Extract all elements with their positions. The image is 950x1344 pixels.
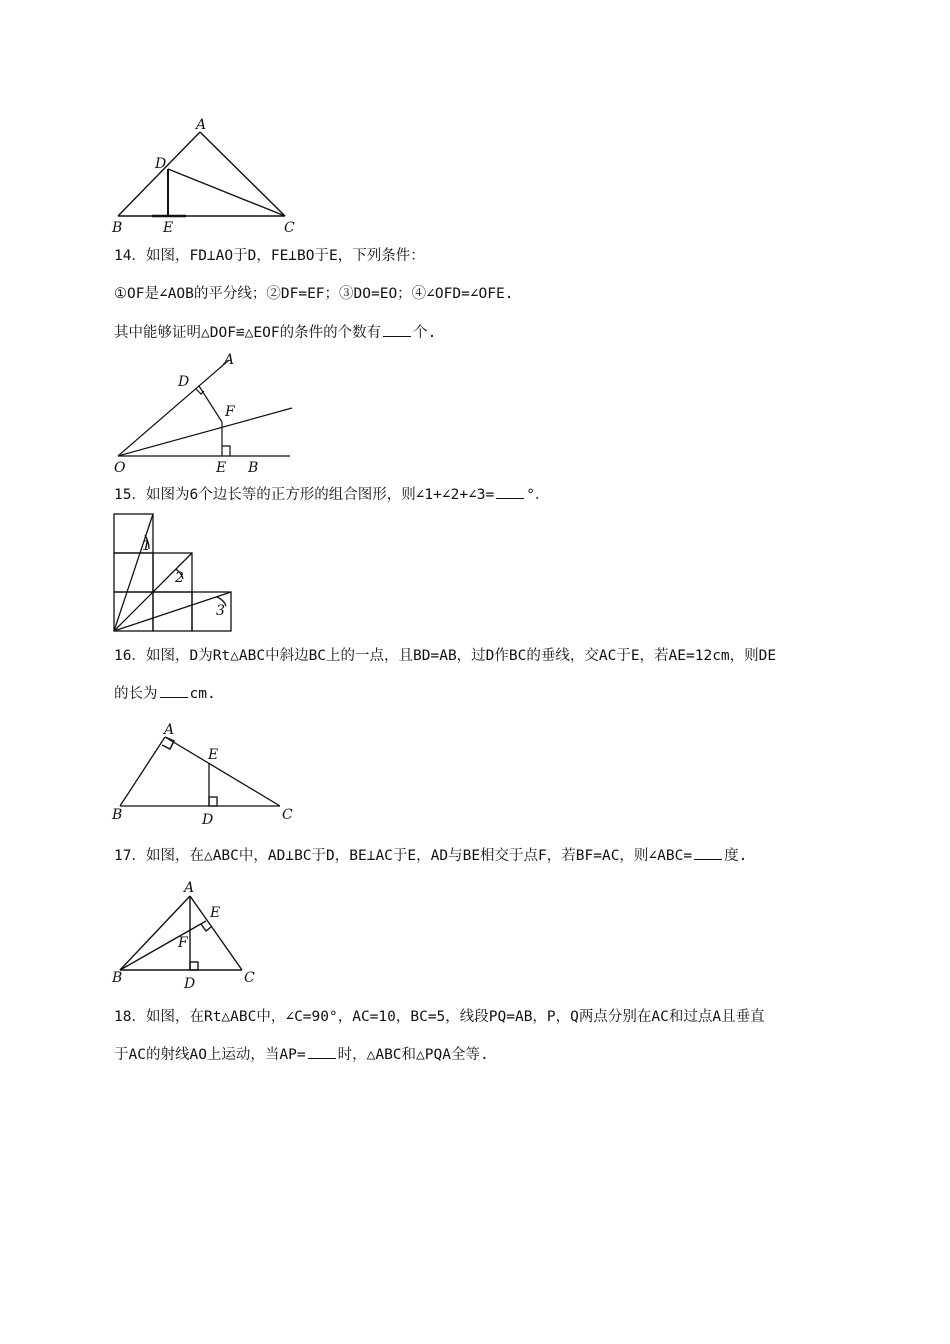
label-B: B	[112, 220, 123, 236]
label-angle-1: 1	[142, 538, 151, 554]
label-D: D	[184, 976, 196, 991]
label-B: B	[112, 807, 123, 823]
q17-line1	[114, 845, 747, 866]
q14-line1: 14．如图，FD⊥AO于D，FE⊥BO于E，下列条件：	[114, 248, 425, 264]
label-C: C	[284, 220, 295, 236]
label-E: E	[208, 747, 219, 763]
label-E: E	[163, 220, 174, 236]
q18-line2-text: 于AC的射线AO上运动，当AP=	[114, 1047, 306, 1063]
label-F: F	[178, 935, 188, 951]
q17-line1-suffix: 度.	[724, 848, 748, 864]
q15-line1-text: 15．如图为6个边长等的正方形的组合图形，则∠1+∠2+∠3=	[114, 487, 495, 503]
figure-triangle-abc-de	[110, 112, 310, 237]
figure-six-squares	[112, 512, 236, 636]
answer-blank	[694, 845, 722, 860]
label-A: A	[184, 880, 195, 896]
label-E: E	[216, 460, 227, 476]
q14-line3-text: 其中能够证明△DOF≌△EOF的条件的个数有	[114, 325, 382, 341]
label-E: E	[210, 905, 221, 921]
label-angle-2: 2	[175, 570, 184, 586]
q16-line1: 16．如图，D为Rt△ABC中斜边BC上的一点，且BD=AB，过D作BC的垂线，交AC于E，若AE=12cm，则DE	[114, 648, 777, 664]
figure-angle-bisector	[112, 348, 297, 478]
label-D: D	[178, 374, 190, 390]
label-B: B	[248, 460, 259, 476]
figure-right-triangle-de	[110, 718, 300, 828]
q15-line1	[114, 484, 550, 505]
label-C: C	[244, 970, 255, 986]
label-D: D	[155, 156, 167, 172]
answer-blank	[308, 1044, 336, 1059]
q16-line2-text: 的长为	[114, 686, 158, 702]
q18-line1: 18．如图，在Rt△ABC中，∠C=90°，AC=10，BC=5，线段PQ=AB，P，Q两点分别在AC和过点A且垂直	[114, 1009, 765, 1025]
q14-line3-suffix: 个.	[413, 325, 437, 341]
q14-line2: ①OF是∠AOB的平分线；②DF=EF；③DO=EO；④∠OFD=∠OFE.	[114, 286, 514, 302]
q16-line2	[114, 683, 216, 704]
q16-line2-suffix: cm.	[189, 686, 216, 702]
label-A: A	[196, 117, 207, 133]
q18-line2-suffix: 时，△ABC和△PQA全等.	[337, 1047, 489, 1063]
q18-line2	[114, 1044, 489, 1065]
figure-altitudes-triangle	[110, 876, 270, 991]
q17-line1-text: 17．如图，在△ABC中，AD⊥BC于D，BE⊥AC于E，AD与BE相交于点F，若BF=AC，则∠ABC=	[114, 848, 693, 864]
q15-line1-suffix: °．	[526, 487, 550, 503]
label-angle-3: 3	[216, 603, 225, 619]
label-O: O	[114, 460, 126, 476]
answer-blank	[383, 322, 411, 337]
label-B: B	[112, 970, 123, 986]
label-A: A	[224, 352, 235, 368]
label-F: F	[225, 404, 235, 420]
label-A: A	[164, 722, 175, 738]
q14-line3	[114, 322, 436, 343]
answer-blank	[496, 484, 524, 499]
label-D: D	[202, 812, 214, 828]
answer-blank	[160, 683, 188, 698]
label-C: C	[282, 807, 293, 823]
